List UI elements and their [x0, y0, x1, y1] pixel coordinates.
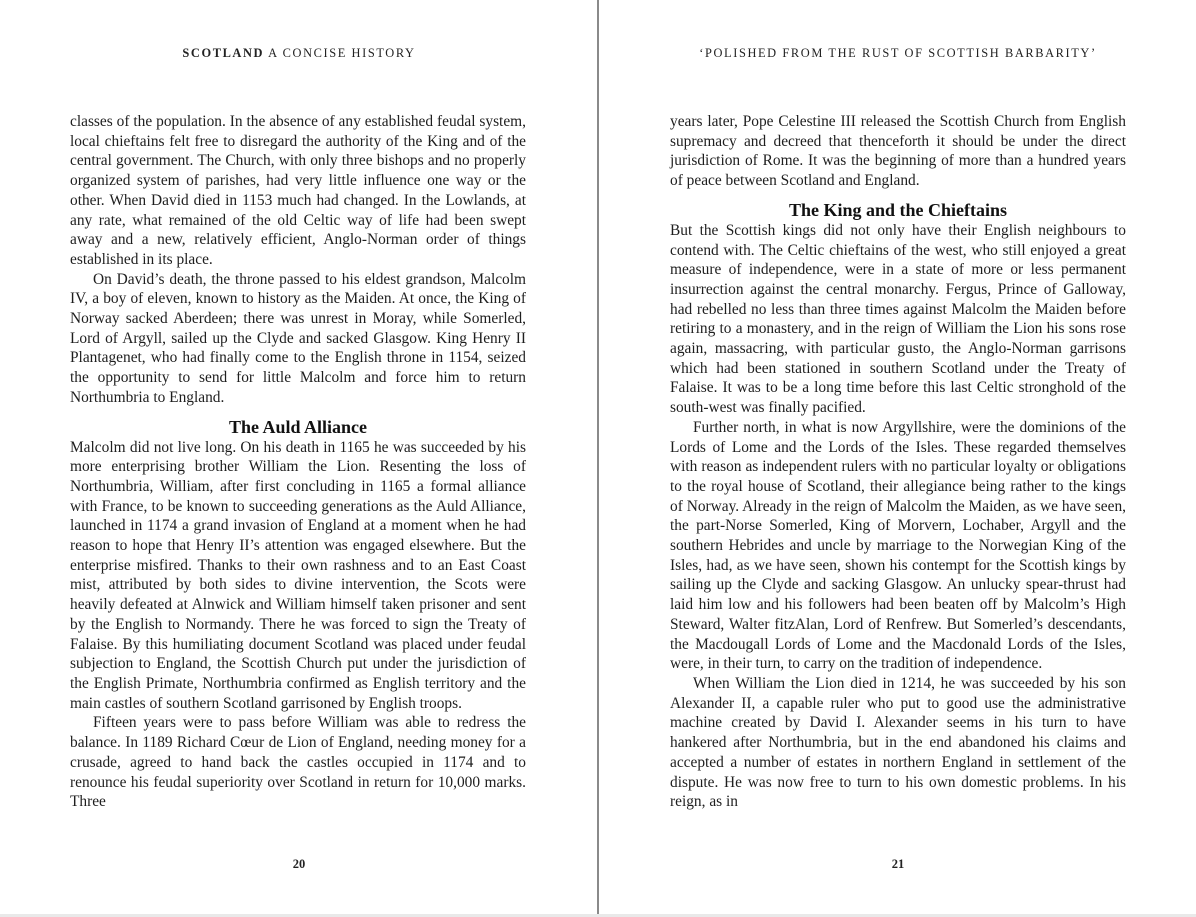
running-head-book-title: SCOTLAND	[182, 46, 265, 60]
page-number: 21	[891, 857, 905, 871]
running-head-subtitle: A CONCISE HISTORY	[264, 46, 416, 60]
running-head	[0, 46, 598, 61]
right-body-text	[670, 112, 1126, 812]
right-page	[599, 0, 1196, 917]
paragraph: On David’s death, the throne passed to his eldest grandson, Malcolm IV, a boy of eleven, known to history as the Maiden. At once, the King of Norway sacked Aberdeen; there was unrest in Moray, while Somerled, Lord of Argyll, sailed up the Clyde and sacked Glasgow. King Henry II Plantagenet, who had finally come to the English throne in 1154, seized the opportunity to send for little Malcolm and force him to return Northumbria to England.	[70, 270, 526, 406]
page-number: 20	[292, 857, 306, 871]
section-heading: The Auld Alliance	[228, 416, 368, 437]
paragraph: years later, Pope Celestine III released the Scottish Church from English supremacy and decreed that thenceforth it should be under the direct jurisdiction of Rome. It was the beginning of more than a hundred years of peace between Scotland and England.	[670, 113, 1126, 190]
paragraph: Further north, in what is now Argyllshire, were the dominions of the Lords of Lome and the Lords of the Isles. These regarded themselves with reason as independent rulers with no particular loyalty or obligations to the royal house of Scotland, their allegiance being rather to the kings of Norway. Already in the reign of Malcolm the Maiden, as we have seen, the part-Norse Somerled, King of Morvern, Lochaber, Argyll and the southern Hebrides and uncle by marriage to the Norwegian King of the Isles, had, as we have seen, shown his contempt for the Scottish kings by sailing up the Clyde and sacking Glasgow. An unlucky spear-thrust had laid him low and his followers had been beaten off by Malcolm’s High Steward, Walter fitzAlan, Lord of Renfrew. But Somerled’s descendants, the Macdougall Lords of Lome and the Macdonald Lords of the Isles, were, in their turn, to carry on the tradition of independence.	[670, 418, 1126, 673]
left-body-text	[70, 112, 526, 812]
paragraph: But the Scottish kings did not only have their English neighbours to contend with. The Celtic chieftains of the west, who still enjoyed a great measure of independence, were in a state of more or less permanent insurrection against the central monarchy. Fergus, Prince of Galloway, had rebelled no less than three times against Malcolm the Maiden before retiring to a monastery, and in the reign of William the Lion his sons rose again, massacring, with particular gusto, the Anglo-Norman garrisons which had been stationed in southern Scotland under the Treaty of Falaise. It was to be a long time before this last Celtic stronghold of the south-west was finally pacified.	[670, 221, 1126, 417]
paragraph: Malcolm did not live long. On his death in 1165 he was succeeded by his more enterprising brother William the Lion. Resenting the loss of Northumbria, William, after first concluding in 1165 a formal alliance with France, to be known to succeeding generations as the Auld Alliance, launched in 1174 a grand invasion of England at a moment when he had reason to hope that Henry II’s attention was engaged elsewhere. But the enterprise misfired. Thanks to their own rashness and to an East Coast mist, attributed by both sides to divine intervention, the Scots were heavily defeated at Alnwick and William himself taken prisoner and sent by the English to Normandy. There he was forced to sign the Treaty of Falaise. By this humiliating document Scotland was placed under feudal subjection to England, the Scottish Church put under the jurisdiction of the English Primate, Northumbria confirmed as English territory and the main castles of southern Scotland garrisoned by English troops.	[70, 438, 526, 712]
section-heading: The King and the Chieftains	[788, 199, 1008, 220]
paragraph: classes of the population. In the absence of any established feudal system, local chieftains felt free to disregard the authority of the King and of the central government. The Church, with only three bishops and no properly organized system of parishes, had very little influence one way or the other. When David died in 1153 much had changed. In the Lowlands, at any rate, what remained of the old Celtic way of life had been swept away and a new, relatively efficient, Anglo-Norman order of things established in its place.	[70, 113, 526, 268]
paragraph: Fifteen years were to pass before William was able to redress the balance. In 1189 Richard Cœur de Lion of England, needing money for a crusade, agreed to hand back the castles occupied in 1174 and to renounce his feudal superiority over Scotland in return for 10,000 marks. Three	[70, 714, 526, 811]
paragraph: When William the Lion died in 1214, he was succeeded by his son Alexander II, a capable ruler who put to good use the administrative machine created by David I. Alexander seems in his turn to have hankered after Northumbria, but in the end abandoned his claims and accepted a number of estates in northern England in settlement of the dispute. He was now free to turn to his own domestic problems. In his reign, as in	[670, 674, 1126, 811]
running-head: ‘POLISHED FROM THE RUST OF SCOTTISH BARBARITY’	[699, 46, 1097, 60]
